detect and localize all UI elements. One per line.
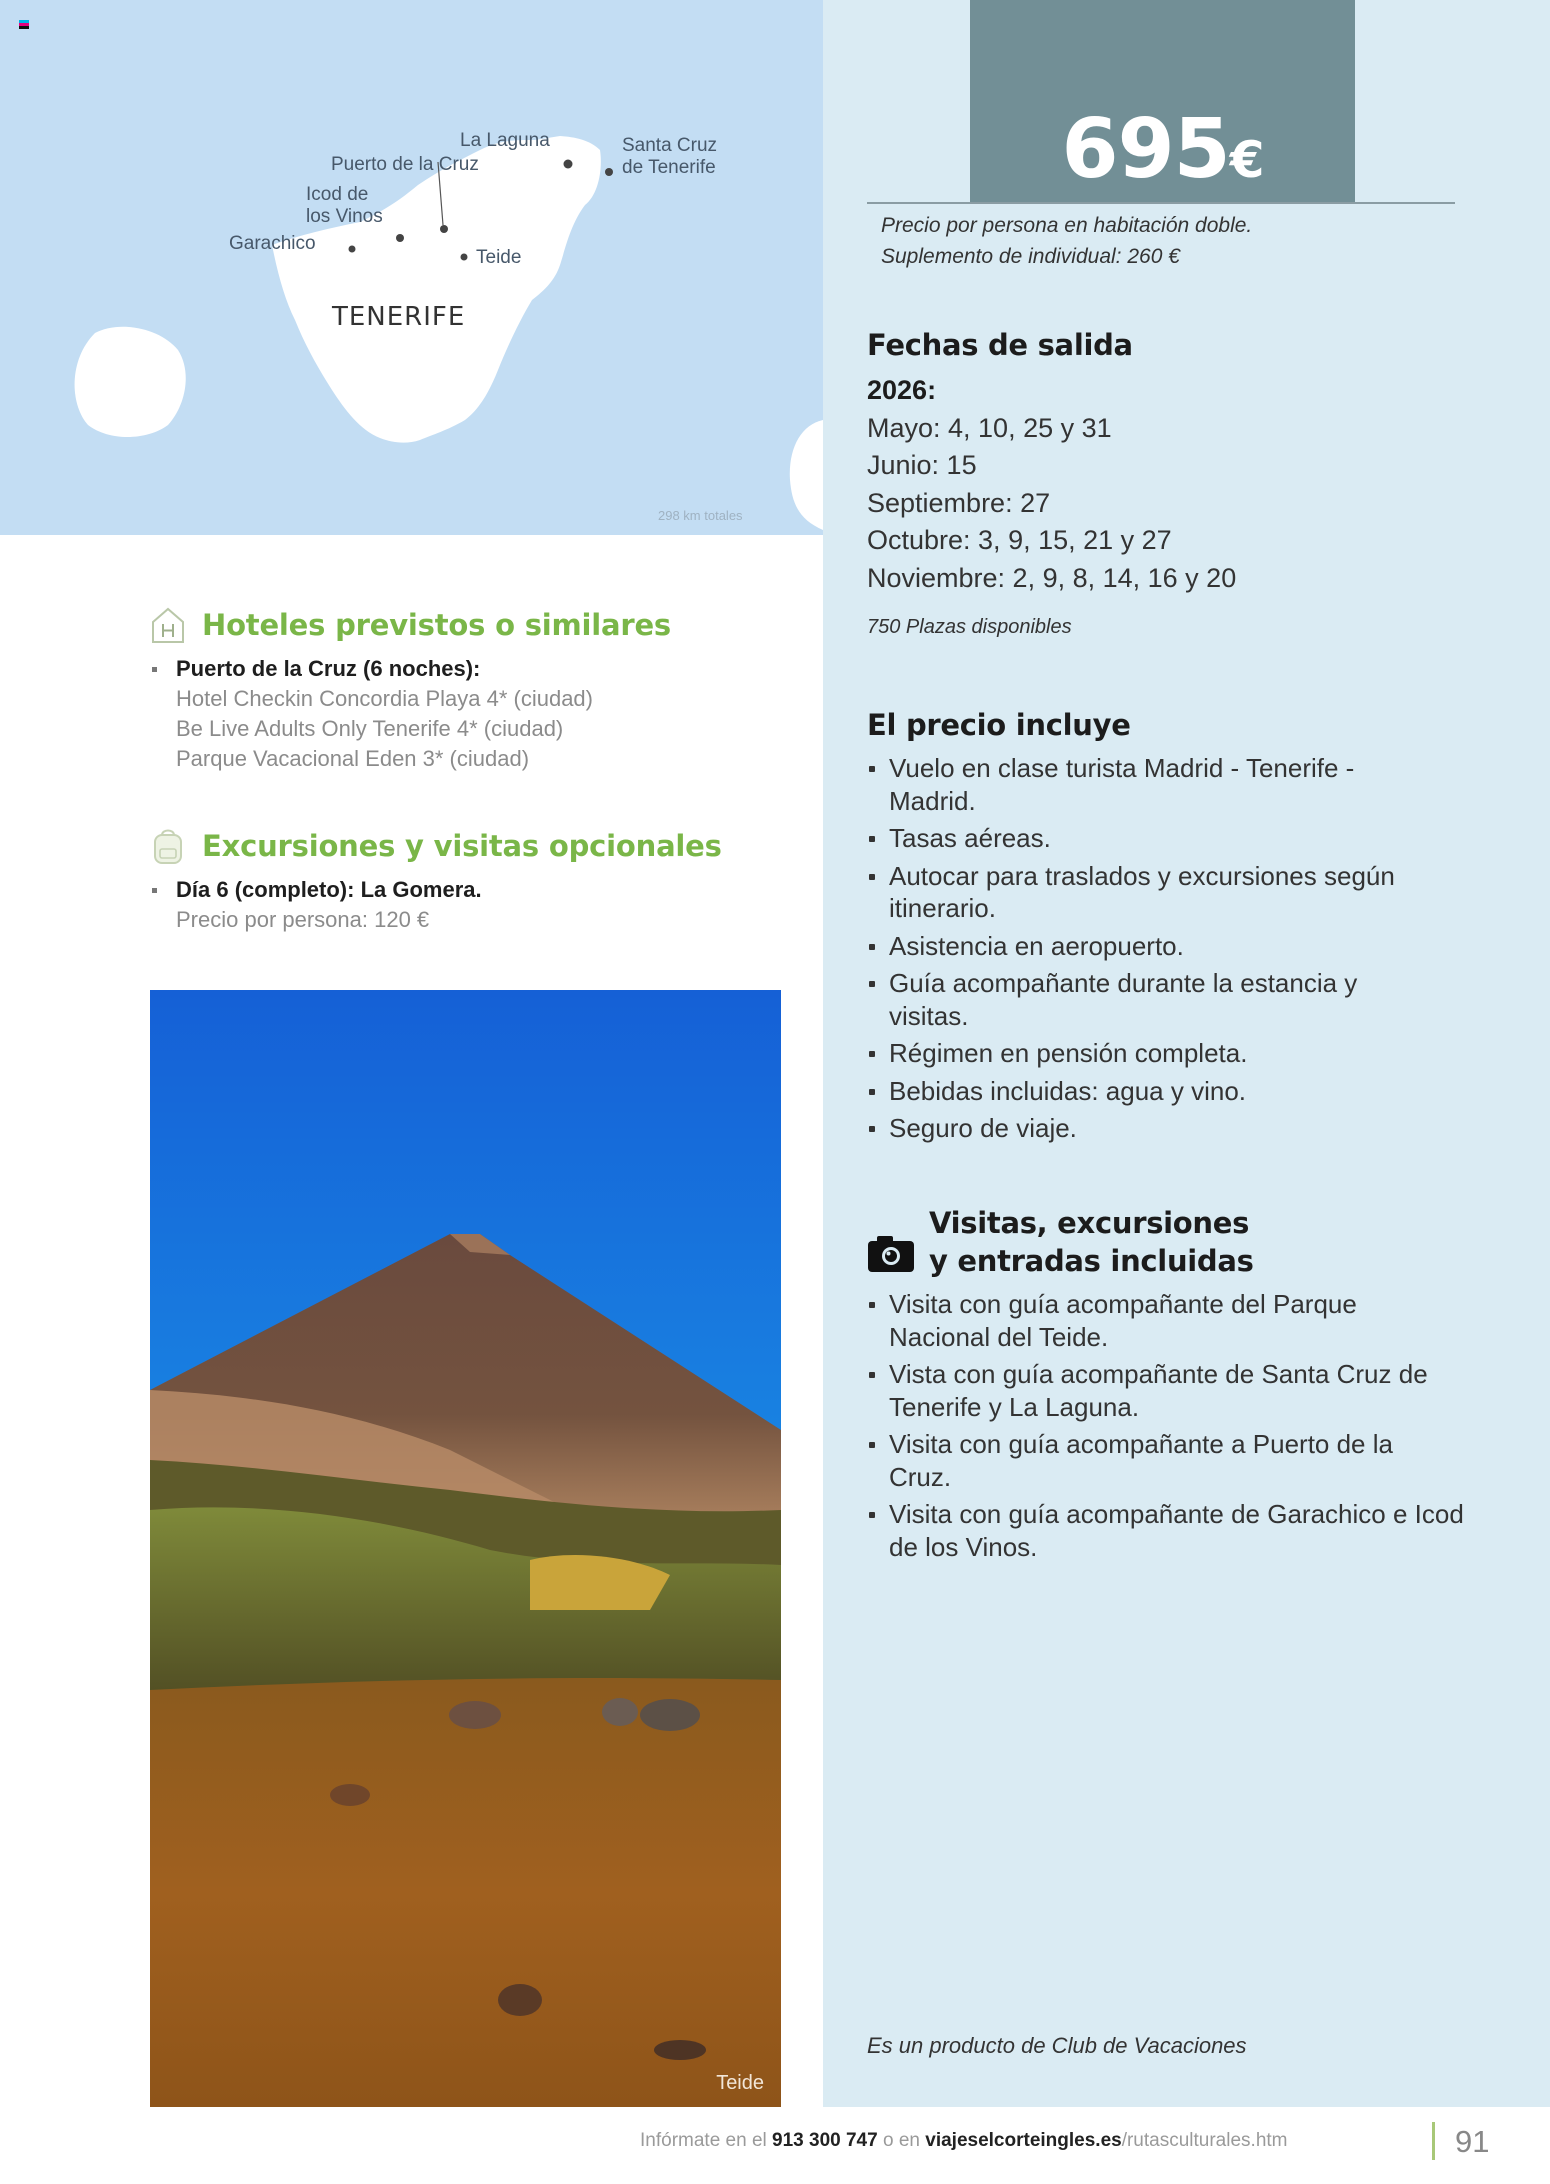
- map-label-teide: Teide: [476, 247, 522, 268]
- footer-contact: Infórmate en el 913 300 747 o en viajeselcorteingles.es/rutasculturales.htm: [640, 2130, 1288, 2151]
- map-label-puerto-de-la-cruz: Puerto de la Cruz: [331, 154, 479, 175]
- bullet: [152, 888, 157, 893]
- price-notes: [881, 210, 1252, 272]
- optional-list: [150, 875, 482, 935]
- includes-item: Autocar para traslados y excursiones según itinerario.: [867, 860, 1427, 925]
- hotel-option: Be Live Adults Only Tenerife 4* (ciudad): [176, 716, 564, 741]
- price-box: [970, 0, 1355, 203]
- price-note-single-supplement: Suplemento de individual: 260 €: [881, 245, 1180, 268]
- price-note-double-room: Precio por persona en habitación doble.: [881, 214, 1253, 237]
- page-number: 91: [1455, 2124, 1490, 2159]
- visits-title-line2: y entradas incluidas: [929, 1244, 1254, 1278]
- camera-icon: [867, 1235, 915, 1273]
- map-island-label: TENERIFE: [332, 302, 466, 332]
- departure-month: Mayo: 4, 10, 25 y 31: [867, 412, 1112, 443]
- availability-text: 750 Plazas disponibles: [867, 616, 1072, 638]
- visits-item: Visita con guía acompañante a Puerto de la Cruz.: [867, 1428, 1407, 1493]
- visits-list: [867, 1288, 1477, 1568]
- map-label-garachico: Garachico: [229, 233, 316, 254]
- optional-title: Excursiones y visitas opcionales: [202, 829, 722, 863]
- departure-month: Septiembre: 27: [867, 487, 1051, 518]
- price-value: [970, 102, 1355, 197]
- visits-item: Vista con guía acompañante de Santa Cruz de Tenerife y La Laguna.: [867, 1358, 1477, 1423]
- footer-phone[interactable]: 913 300 747: [772, 2130, 878, 2151]
- teide-photo-graphic: [150, 990, 781, 2107]
- departure-year: 2026:: [867, 375, 937, 405]
- visits-item: Visita con guía acompañante de Garachico e Icod de los Vinos.: [867, 1498, 1477, 1563]
- hotel-option: Parque Vacacional Eden 3* (ciudad): [176, 746, 530, 771]
- includes-item: Guía acompañante durante la estancia y visitas.: [867, 967, 1427, 1032]
- hotels-location: Puerto de la Cruz (6 noches):: [176, 656, 481, 681]
- map-label-icod-de-los-vinos: Icod de los Vinos: [306, 184, 383, 227]
- visits-title: [929, 1204, 1254, 1280]
- departure-dates: [867, 372, 1236, 597]
- price-divider: [867, 202, 1455, 204]
- visits-item: Visita con guía acompañante del Parque Nacional del Teide.: [867, 1288, 1427, 1353]
- photo-caption: Teide: [716, 2072, 764, 2094]
- tenerife-map: [0, 0, 823, 535]
- hotels-heading: [150, 606, 671, 644]
- departure-month: Junio: 15: [867, 450, 977, 480]
- visits-title-line1: Visitas, excursiones: [929, 1206, 1250, 1240]
- optional-heading: [150, 827, 722, 865]
- hotel-option: Hotel Checkin Concordia Playa 4* (ciudad): [176, 686, 593, 711]
- price-amount: 695: [1061, 102, 1230, 197]
- optional-item: Día 6 (completo): La Gomera.: [176, 877, 482, 902]
- hotels-title: Hoteles previstos o similares: [202, 608, 671, 642]
- includes-list: [867, 752, 1427, 1150]
- footer-website-path[interactable]: /rutasculturales.htm: [1121, 2130, 1288, 2151]
- hotels-list: [150, 654, 593, 774]
- departure-month: Octubre: 3, 9, 15, 21 y 27: [867, 525, 1172, 555]
- map-scale-text: 298 km totales: [658, 508, 743, 523]
- footer-website-link[interactable]: viajeselcorteingles.es: [925, 2130, 1122, 2151]
- includes-item: Bebidas incluidas: agua y vino.: [867, 1075, 1427, 1108]
- includes-item: Seguro de viaje.: [867, 1112, 1427, 1145]
- teide-photo: [150, 990, 781, 2107]
- product-note: Es un producto de Club de Vacaciones: [867, 2033, 1247, 2058]
- includes-item: Vuelo en clase turista Madrid - Tenerife - Madrid.: [867, 752, 1387, 817]
- includes-item: Tasas aéreas.: [867, 822, 1427, 855]
- departure-month: Noviembre: 2, 9, 8, 14, 16 y 20: [867, 562, 1237, 593]
- departures-title: Fechas de salida: [867, 328, 1133, 362]
- bullet: [152, 667, 157, 672]
- map-label-santa-cruz: Santa Cruz de Tenerife: [622, 135, 718, 178]
- optional-price: Precio por persona: 120 €: [176, 907, 430, 932]
- map-location-dots: [0, 0, 823, 535]
- map-label-la-laguna: La Laguna: [460, 130, 550, 151]
- hotel-icon: [150, 606, 186, 644]
- includes-item: Régimen en pensión completa.: [867, 1037, 1427, 1070]
- backpack-icon: [150, 827, 186, 865]
- includes-title: El precio incluye: [867, 708, 1131, 742]
- info-panel: [823, 0, 1550, 2107]
- footer-divider: [1432, 2122, 1435, 2160]
- includes-item: Asistencia en aeropuerto.: [867, 930, 1427, 963]
- price-currency: €: [1229, 131, 1264, 189]
